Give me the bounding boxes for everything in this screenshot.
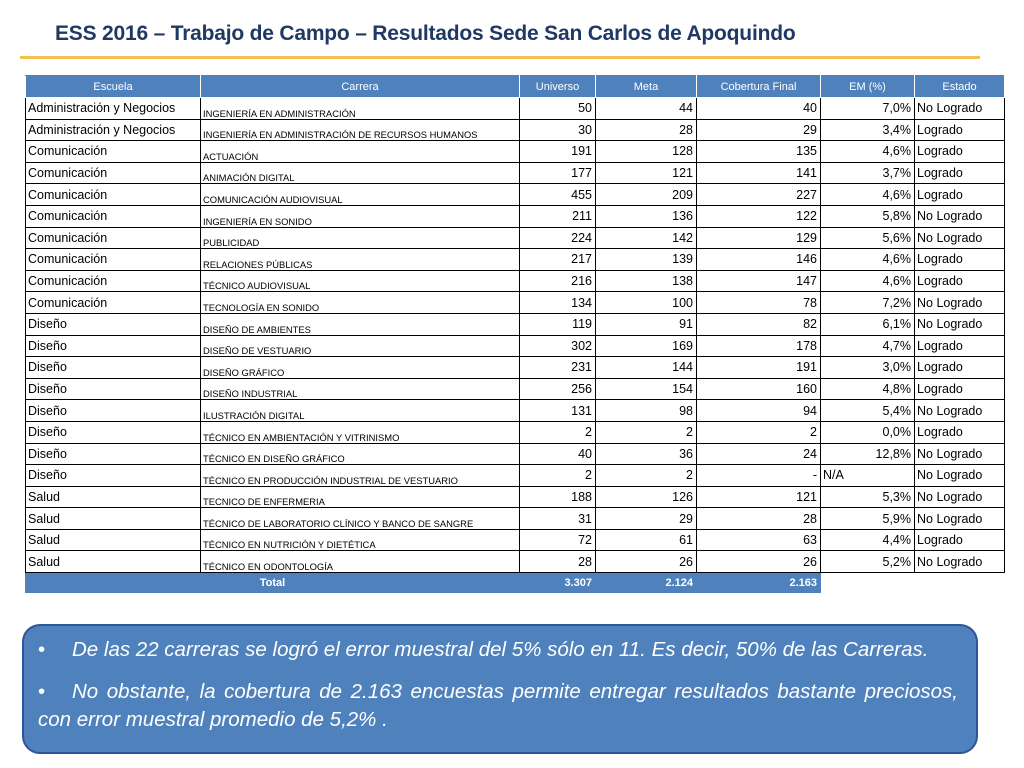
cell-estado: No Logrado xyxy=(915,443,1005,465)
cell-escuela: Diseño xyxy=(26,357,201,379)
cell-estado: Logrado xyxy=(915,357,1005,379)
col-header-estado: Estado xyxy=(915,76,1005,98)
cell-carrera: ANIMACIÓN DIGITAL xyxy=(201,162,520,184)
cell-carrera: DISEÑO DE AMBIENTES xyxy=(201,313,520,335)
col-header-em: EM (%) xyxy=(821,76,915,98)
cell-cobertura: 147 xyxy=(697,270,821,292)
cell-universo: 455 xyxy=(520,184,596,206)
table-row xyxy=(26,443,1005,465)
table-row xyxy=(26,400,1005,422)
cell-carrera: DISEÑO DE VESTUARIO xyxy=(201,335,520,357)
cell-universo: 256 xyxy=(520,378,596,400)
col-header-meta: Meta xyxy=(596,76,697,98)
cell-universo: 2 xyxy=(520,421,596,443)
cell-escuela: Comunicación xyxy=(26,162,201,184)
cell-estado: No Logrado xyxy=(915,98,1005,120)
cell-estado: No Logrado xyxy=(915,551,1005,573)
table-row xyxy=(26,249,1005,271)
cell-cobertura: 78 xyxy=(697,292,821,314)
cell-em: 4,6% xyxy=(821,141,915,163)
cell-estado: Logrado xyxy=(915,162,1005,184)
cell-escuela: Diseño xyxy=(26,335,201,357)
cell-universo: 211 xyxy=(520,205,596,227)
cell-escuela: Diseño xyxy=(26,313,201,335)
cell-carrera: RELACIONES PÚBLICAS xyxy=(201,249,520,271)
cell-em: 4,6% xyxy=(821,270,915,292)
cell-meta: 91 xyxy=(596,313,697,335)
col-header-universo: Universo xyxy=(520,76,596,98)
cell-cobertura: 29 xyxy=(697,119,821,141)
cell-universo: 119 xyxy=(520,313,596,335)
cell-cobertura: 129 xyxy=(697,227,821,249)
cell-carrera: INGENIERÍA EN ADMINISTRACIÓN DE RECURSOS HUMANOS xyxy=(201,119,520,141)
cell-cobertura: 122 xyxy=(697,205,821,227)
summary-note-box xyxy=(22,624,978,754)
cell-carrera: TÉCNICO EN AMBIENTACIÓN Y VITRINISMO xyxy=(201,421,520,443)
slide-title: ESS 2016 – Trabajo de Campo – Resultados Sede San Carlos de Apoquindo xyxy=(55,22,796,45)
cell-meta: 100 xyxy=(596,292,697,314)
table-row xyxy=(26,270,1005,292)
table-row xyxy=(26,508,1005,530)
cell-cobertura: 2 xyxy=(697,421,821,443)
table-row xyxy=(26,551,1005,573)
cell-escuela: Comunicación xyxy=(26,227,201,249)
cell-estado: Logrado xyxy=(915,421,1005,443)
cell-universo: 131 xyxy=(520,400,596,422)
cell-escuela: Comunicación xyxy=(26,249,201,271)
cell-em: 3,7% xyxy=(821,162,915,184)
cell-em: 5,2% xyxy=(821,551,915,573)
cell-cobertura: 135 xyxy=(697,141,821,163)
cell-meta: 29 xyxy=(596,508,697,530)
cell-cobertura: 40 xyxy=(697,98,821,120)
cell-estado: Logrado xyxy=(915,249,1005,271)
cell-meta: 139 xyxy=(596,249,697,271)
cell-carrera: TÉCNICO EN ODONTOLOGÍA xyxy=(201,551,520,573)
cell-universo: 50 xyxy=(520,98,596,120)
cell-estado: Logrado xyxy=(915,335,1005,357)
cell-carrera: DISEÑO GRÁFICO xyxy=(201,357,520,379)
col-header-cobertura: Cobertura Final xyxy=(697,76,821,98)
cell-em: 4,6% xyxy=(821,184,915,206)
cell-universo: 40 xyxy=(520,443,596,465)
cell-universo: 231 xyxy=(520,357,596,379)
col-header-carrera: Carrera xyxy=(201,76,520,98)
table-total-row xyxy=(26,573,1005,593)
cell-universo: 72 xyxy=(520,529,596,551)
cell-em: 3,4% xyxy=(821,119,915,141)
cell-cobertura: 146 xyxy=(697,249,821,271)
cell-estado: Logrado xyxy=(915,270,1005,292)
table-row xyxy=(26,227,1005,249)
cell-universo: 217 xyxy=(520,249,596,271)
cell-meta: 144 xyxy=(596,357,697,379)
results-table xyxy=(25,75,1005,593)
cell-cobertura: 141 xyxy=(697,162,821,184)
col-header-escuela: Escuela xyxy=(26,76,201,98)
cell-escuela: Diseño xyxy=(26,443,201,465)
cell-escuela: Salud xyxy=(26,551,201,573)
note-text-2: No obstante, la cobertura de 2.163 encuestas permite entregar resultados bastante preciosos, con error muestral promedio de 5,2% . xyxy=(38,680,958,731)
cell-carrera: TÉCNICO DE LABORATORIO CLÍNICO Y BANCO DE SANGRE xyxy=(201,508,520,530)
cell-carrera: INGENIERÍA EN SONIDO xyxy=(201,205,520,227)
cell-cobertura: 227 xyxy=(697,184,821,206)
note-item-2 xyxy=(38,678,958,734)
table-row xyxy=(26,421,1005,443)
cell-em: 6,1% xyxy=(821,313,915,335)
table-row xyxy=(26,357,1005,379)
cell-em: 4,8% xyxy=(821,378,915,400)
cell-universo: 134 xyxy=(520,292,596,314)
bullet-icon: • xyxy=(38,638,46,661)
cell-universo: 191 xyxy=(520,141,596,163)
total-universo: 3.307 xyxy=(520,573,596,593)
cell-cobertura: 82 xyxy=(697,313,821,335)
cell-universo: 224 xyxy=(520,227,596,249)
cell-estado: Logrado xyxy=(915,184,1005,206)
cell-carrera: PUBLICIDAD xyxy=(201,227,520,249)
total-meta: 2.124 xyxy=(596,573,697,593)
cell-escuela: Comunicación xyxy=(26,141,201,163)
cell-cobertura: 24 xyxy=(697,443,821,465)
cell-carrera: INGENIERÍA EN ADMINISTRACIÓN xyxy=(201,98,520,120)
cell-escuela: Diseño xyxy=(26,400,201,422)
cell-escuela: Comunicación xyxy=(26,184,201,206)
cell-escuela: Diseño xyxy=(26,465,201,487)
cell-universo: 2 xyxy=(520,465,596,487)
cell-estado: No Logrado xyxy=(915,486,1005,508)
cell-meta: 98 xyxy=(596,400,697,422)
cell-em: 7,2% xyxy=(821,292,915,314)
cell-escuela: Comunicación xyxy=(26,292,201,314)
cell-cobertura: 28 xyxy=(697,508,821,530)
cell-em: 12,8% xyxy=(821,443,915,465)
cell-cobertura: 178 xyxy=(697,335,821,357)
cell-escuela: Salud xyxy=(26,529,201,551)
table-row xyxy=(26,184,1005,206)
table-row xyxy=(26,378,1005,400)
cell-em: N/A xyxy=(821,465,915,487)
cell-carrera: TECNICO DE ENFERMERIA xyxy=(201,486,520,508)
title-underline xyxy=(20,56,980,59)
cell-estado: No Logrado xyxy=(915,292,1005,314)
cell-carrera: TÉCNICO EN NUTRICIÓN Y DIETÉTICA xyxy=(201,529,520,551)
cell-meta: 142 xyxy=(596,227,697,249)
cell-universo: 216 xyxy=(520,270,596,292)
cell-universo: 31 xyxy=(520,508,596,530)
table-row xyxy=(26,141,1005,163)
cell-meta: 209 xyxy=(596,184,697,206)
cell-escuela: Diseño xyxy=(26,378,201,400)
cell-estado: No Logrado xyxy=(915,205,1005,227)
total-cobertura: 2.163 xyxy=(697,573,821,593)
table-row xyxy=(26,529,1005,551)
cell-em: 5,4% xyxy=(821,400,915,422)
cell-em: 5,6% xyxy=(821,227,915,249)
cell-meta: 61 xyxy=(596,529,697,551)
cell-cobertura: 121 xyxy=(697,486,821,508)
cell-meta: 44 xyxy=(596,98,697,120)
cell-carrera: COMUNICACIÓN AUDIOVISUAL xyxy=(201,184,520,206)
table-row xyxy=(26,335,1005,357)
cell-meta: 169 xyxy=(596,335,697,357)
cell-meta: 28 xyxy=(596,119,697,141)
table-header-row xyxy=(26,76,1005,98)
cell-meta: 126 xyxy=(596,486,697,508)
cell-universo: 177 xyxy=(520,162,596,184)
cell-estado: No Logrado xyxy=(915,313,1005,335)
table-row xyxy=(26,292,1005,314)
table-row xyxy=(26,486,1005,508)
total-blank xyxy=(821,573,1005,593)
cell-em: 5,3% xyxy=(821,486,915,508)
cell-em: 4,4% xyxy=(821,529,915,551)
cell-estado: Logrado xyxy=(915,378,1005,400)
cell-carrera: TÉCNICO EN DISEÑO GRÁFICO xyxy=(201,443,520,465)
cell-universo: 30 xyxy=(520,119,596,141)
note-item-1 xyxy=(38,636,958,664)
cell-meta: 138 xyxy=(596,270,697,292)
cell-universo: 28 xyxy=(520,551,596,573)
cell-cobertura: 26 xyxy=(697,551,821,573)
cell-em: 0,0% xyxy=(821,421,915,443)
cell-universo: 302 xyxy=(520,335,596,357)
cell-em: 5,9% xyxy=(821,508,915,530)
cell-meta: 154 xyxy=(596,378,697,400)
cell-carrera: ACTUACIÓN xyxy=(201,141,520,163)
cell-escuela: Administración y Negocios xyxy=(26,98,201,120)
cell-estado: No Logrado xyxy=(915,508,1005,530)
cell-meta: 36 xyxy=(596,443,697,465)
cell-escuela: Comunicación xyxy=(26,270,201,292)
cell-carrera: DISEÑO INDUSTRIAL xyxy=(201,378,520,400)
cell-carrera: TÉCNICO EN PRODUCCIÓN INDUSTRIAL DE VESTUARIO xyxy=(201,465,520,487)
cell-estado: No Logrado xyxy=(915,465,1005,487)
cell-escuela: Comunicación xyxy=(26,205,201,227)
cell-escuela: Salud xyxy=(26,508,201,530)
cell-meta: 26 xyxy=(596,551,697,573)
table-row xyxy=(26,98,1005,120)
cell-meta: 136 xyxy=(596,205,697,227)
note-text-1: De las 22 carreras se logró el error muestral del 5% sólo en 11. Es decir, 50% de las Carreras. xyxy=(72,638,929,661)
cell-estado: No Logrado xyxy=(915,400,1005,422)
cell-cobertura: - xyxy=(697,465,821,487)
cell-em: 4,6% xyxy=(821,249,915,271)
cell-escuela: Salud xyxy=(26,486,201,508)
table-row xyxy=(26,162,1005,184)
cell-carrera: ILUSTRACIÓN DIGITAL xyxy=(201,400,520,422)
bullet-icon: • xyxy=(38,680,46,703)
cell-carrera: TECNOLOGÍA EN SONIDO xyxy=(201,292,520,314)
cell-meta: 2 xyxy=(596,421,697,443)
cell-carrera: TÉCNICO AUDIOVISUAL xyxy=(201,270,520,292)
table-row xyxy=(26,205,1005,227)
cell-em: 3,0% xyxy=(821,357,915,379)
cell-meta: 121 xyxy=(596,162,697,184)
table-row xyxy=(26,465,1005,487)
cell-escuela: Diseño xyxy=(26,421,201,443)
cell-estado: Logrado xyxy=(915,141,1005,163)
cell-cobertura: 63 xyxy=(697,529,821,551)
cell-estado: Logrado xyxy=(915,119,1005,141)
cell-universo: 188 xyxy=(520,486,596,508)
table-row xyxy=(26,313,1005,335)
cell-escuela: Administración y Negocios xyxy=(26,119,201,141)
cell-meta: 2 xyxy=(596,465,697,487)
table-row xyxy=(26,119,1005,141)
cell-estado: No Logrado xyxy=(915,227,1005,249)
cell-em: 5,8% xyxy=(821,205,915,227)
cell-cobertura: 191 xyxy=(697,357,821,379)
total-label: Total xyxy=(26,573,520,593)
cell-em: 7,0% xyxy=(821,98,915,120)
cell-meta: 128 xyxy=(596,141,697,163)
cell-em: 4,7% xyxy=(821,335,915,357)
cell-cobertura: 94 xyxy=(697,400,821,422)
table-body xyxy=(26,98,1005,573)
cell-estado: Logrado xyxy=(915,529,1005,551)
cell-cobertura: 160 xyxy=(697,378,821,400)
